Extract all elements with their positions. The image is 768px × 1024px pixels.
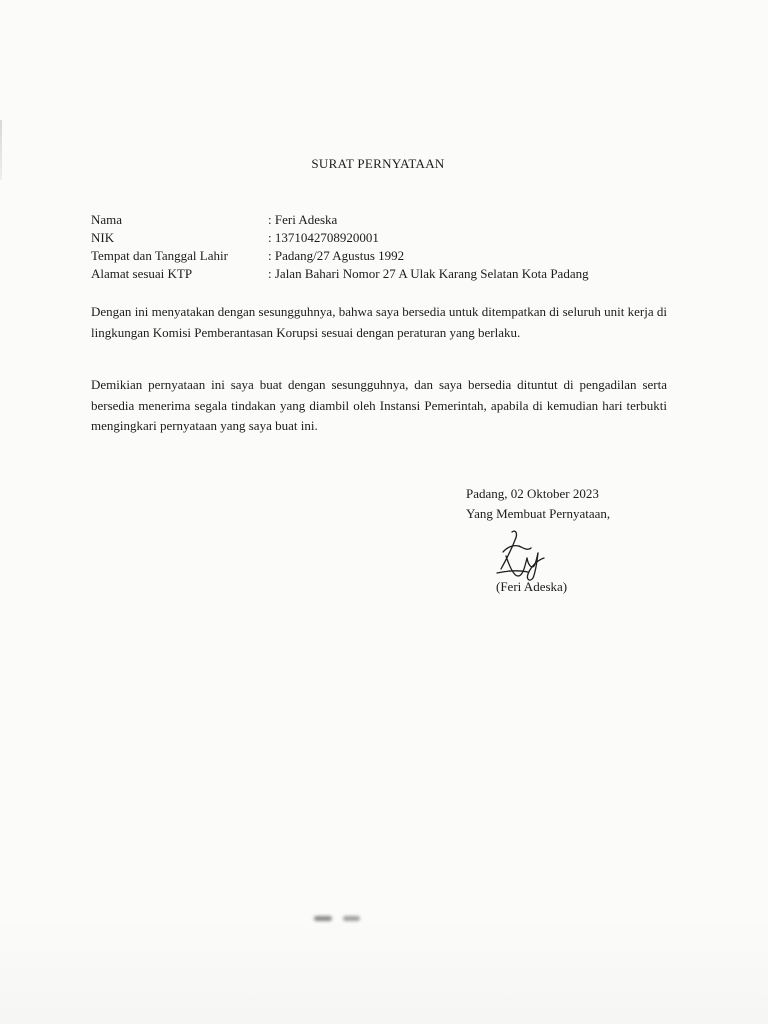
maker-label: Yang Membuat Pernyataan, <box>466 506 611 521</box>
scan-blur-mark <box>314 916 332 921</box>
place-date: Padang, 02 Oktober 2023 <box>466 486 599 501</box>
identity-label: Alamat sesuai KTP <box>91 266 193 281</box>
identity-value: : Jalan Bahari Nomor 27 A Ulak Karang Selatan Kota Padang <box>268 266 589 281</box>
identity-row-nik <box>91 229 589 247</box>
identity-label: Tempat dan Tanggal Lahir <box>91 248 228 263</box>
document-title: SURAT PERNYATAAN <box>311 156 445 171</box>
identity-row-birth <box>91 247 589 265</box>
signer-name: (Feri Adeska) <box>496 579 568 594</box>
identity-value: : Feri Adeska <box>268 212 338 227</box>
identity-label: NIK <box>91 230 115 245</box>
identity-value: : 1371042708920001 <box>268 230 379 245</box>
page-bottom-shade <box>0 915 768 1024</box>
statement-paragraph: Dengan ini menyatakan dengan sesungguhnya, bahwa saya bersedia untuk ditempatkan di seluruh unit kerja di lingkungan Komisi Pemberantasan Korupsi sesuai dengan peraturan yang berlaku. <box>91 304 667 340</box>
identity-value: : Padang/27 Agustus 1992 <box>268 248 405 263</box>
identity-row-name <box>91 211 589 229</box>
signature-icon <box>490 526 552 582</box>
declaration-paragraph: Demikian pernyataan ini saya buat dengan sesungguhnya, dan saya bersedia dituntut di pengadilan serta bersedia menerima segala tindakan yang diambil oleh Instansi Pemerintah, apabila di kemudian hari terbukti mengingkari pernyataan yang saya buat ini. <box>91 377 667 433</box>
identity-block <box>91 211 589 283</box>
identity-label: Nama <box>91 212 123 227</box>
identity-row-address <box>91 265 589 283</box>
scan-blur-mark <box>343 916 360 921</box>
